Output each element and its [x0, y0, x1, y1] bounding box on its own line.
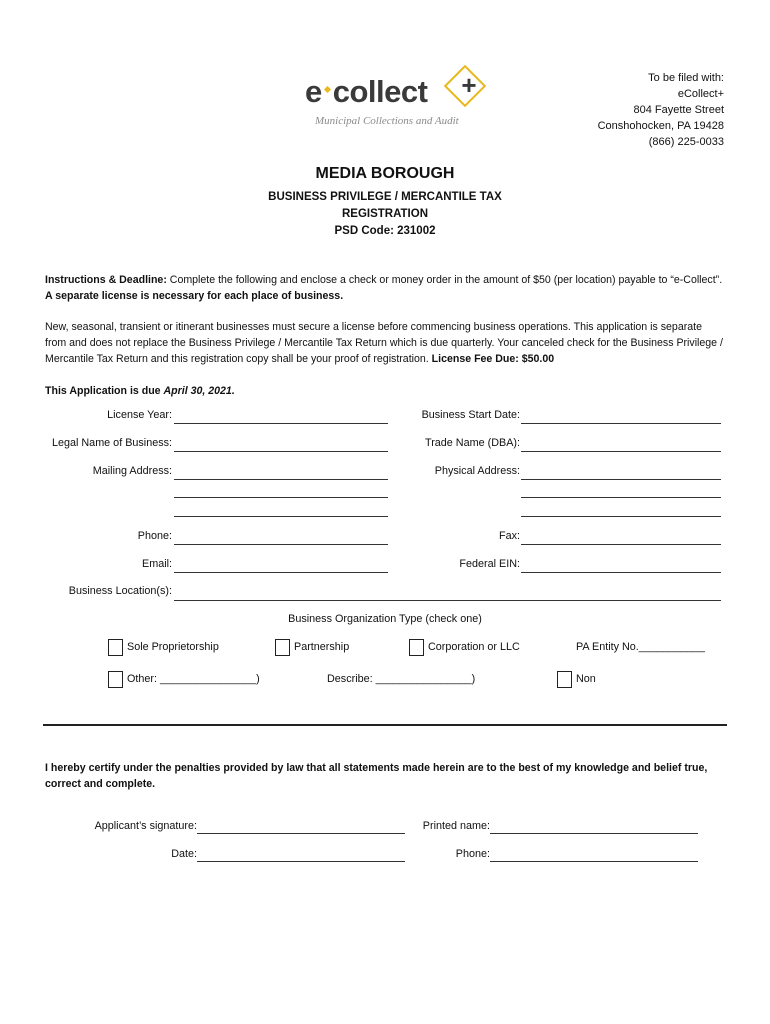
partnership-checkbox[interactable] — [275, 639, 290, 656]
due-date: April 30, 2021. — [163, 385, 235, 397]
mailing-address-field-3[interactable] — [174, 516, 388, 517]
page-title: MEDIA BOROUGH — [315, 165, 455, 182]
corporation-llc-checkbox[interactable] — [409, 639, 424, 656]
printed-name-label: Printed name: — [422, 820, 490, 832]
printed-name-field[interactable] — [490, 833, 698, 834]
applicant-signature-field[interactable] — [197, 833, 405, 834]
business-locations-field[interactable] — [174, 600, 721, 601]
trade-name-label: Trade Name (DBA): — [425, 437, 520, 449]
other-checkbox[interactable] — [108, 671, 123, 688]
physical-address-label: Physical Address: — [434, 465, 520, 477]
logo-wordmark: e collect — [305, 74, 428, 109]
signature-phone-field[interactable] — [490, 861, 698, 862]
mailing-address-field-2[interactable] — [174, 497, 388, 498]
fax-label: Fax: — [499, 530, 520, 542]
describe-field[interactable]: Describe: ________________) — [327, 673, 476, 685]
signature-phone-label: Phone: — [455, 848, 490, 860]
instructions-note: A separate license is necessary for each place of business. — [45, 290, 344, 302]
phone-label: Phone: — [137, 530, 172, 542]
phone-field[interactable] — [174, 544, 388, 545]
business-locations-label: Business Location(s): — [68, 585, 172, 597]
instructions-paragraph — [45, 272, 725, 304]
section-divider — [43, 724, 727, 726]
date-label: Date: — [171, 848, 197, 860]
address-line: 804 Fayette Street — [633, 104, 724, 116]
license-year-field[interactable] — [174, 423, 388, 424]
business-start-date-label: Business Start Date: — [421, 409, 520, 421]
notice-paragraph — [45, 319, 725, 367]
physical-address-field-1[interactable] — [521, 479, 721, 480]
federal-ein-label: Federal EIN: — [459, 558, 520, 570]
pa-entity-number-field[interactable]: PA Entity No.___________ — [576, 641, 705, 653]
mailing-address-label: Mailing Address: — [92, 465, 172, 477]
form-header — [0, 165, 770, 240]
form-subtitle: REGISTRATION — [341, 208, 429, 220]
corporation-llc-label: Corporation or LLC — [428, 641, 520, 653]
psd-code: PSD Code: 231002 — [334, 225, 436, 237]
address-phone: (866) 225-0033 — [648, 136, 724, 148]
address-line: eCollect+ — [677, 88, 724, 100]
sole-proprietorship-label: Sole Proprietorship — [127, 641, 219, 653]
physical-address-field-3[interactable] — [521, 516, 721, 517]
ecollect-logo — [305, 70, 485, 132]
license-fee: License Fee Due: $50.00 — [431, 353, 555, 365]
email-field[interactable] — [174, 572, 388, 573]
physical-address-field-2[interactable] — [521, 497, 721, 498]
address-line: Conshohocken, PA 19428 — [597, 120, 724, 132]
org-type-heading: Business Organization Type (check one) — [288, 613, 482, 625]
fax-field[interactable] — [521, 544, 721, 545]
partnership-label: Partnership — [294, 641, 350, 653]
email-label: Email: — [142, 558, 172, 570]
form-subtitle: BUSINESS PRIVILEGE / MERCANTILE TAX — [268, 191, 502, 203]
trade-name-field[interactable] — [521, 451, 721, 452]
non-label: Non — [576, 673, 596, 685]
date-field[interactable] — [197, 861, 405, 862]
license-year-label: License Year: — [107, 409, 172, 421]
legal-name-field[interactable] — [174, 451, 388, 452]
instructions-text: Complete the following and enclose a check or money order in the amount of $50 (per location) payable to “e-Collect”. — [166, 274, 723, 286]
certification-statement: I hereby certify under the penalties provided by law that all statements made herein are to the best of my knowledge and belief true, correct and complete. — [45, 762, 708, 790]
legal-name-label: Legal Name of Business: — [51, 437, 172, 449]
applicant-signature-label: Applicant’s signature: — [94, 820, 197, 832]
federal-ein-field[interactable] — [521, 572, 721, 573]
logo-tagline: Municipal Collections and Audit — [315, 115, 459, 127]
non-checkbox[interactable] — [557, 671, 572, 688]
other-field[interactable]: Other: ________________) — [127, 673, 260, 685]
address-line: To be filed with: — [648, 72, 724, 84]
due-prefix: This Application is due — [45, 385, 164, 397]
instructions-lead: Instructions & Deadline: — [45, 274, 167, 286]
business-start-date-field[interactable] — [521, 423, 721, 424]
filing-address — [598, 70, 724, 150]
due-date-line — [45, 383, 725, 399]
sole-proprietorship-checkbox[interactable] — [108, 639, 123, 656]
mailing-address-field-1[interactable] — [174, 479, 388, 480]
notice-text: New, seasonal, transient or itinerant businesses must secure a license before commencing business operations. This application is separate from and does not replace the Business Privilege / Mercantile Tax Return which is due quarterly. Your canceled check for the Business Privilege / Mercantile Tax Return and this registration copy shall be your proof of registration. — [45, 321, 723, 365]
logo-plus-icon: + — [461, 70, 477, 100]
